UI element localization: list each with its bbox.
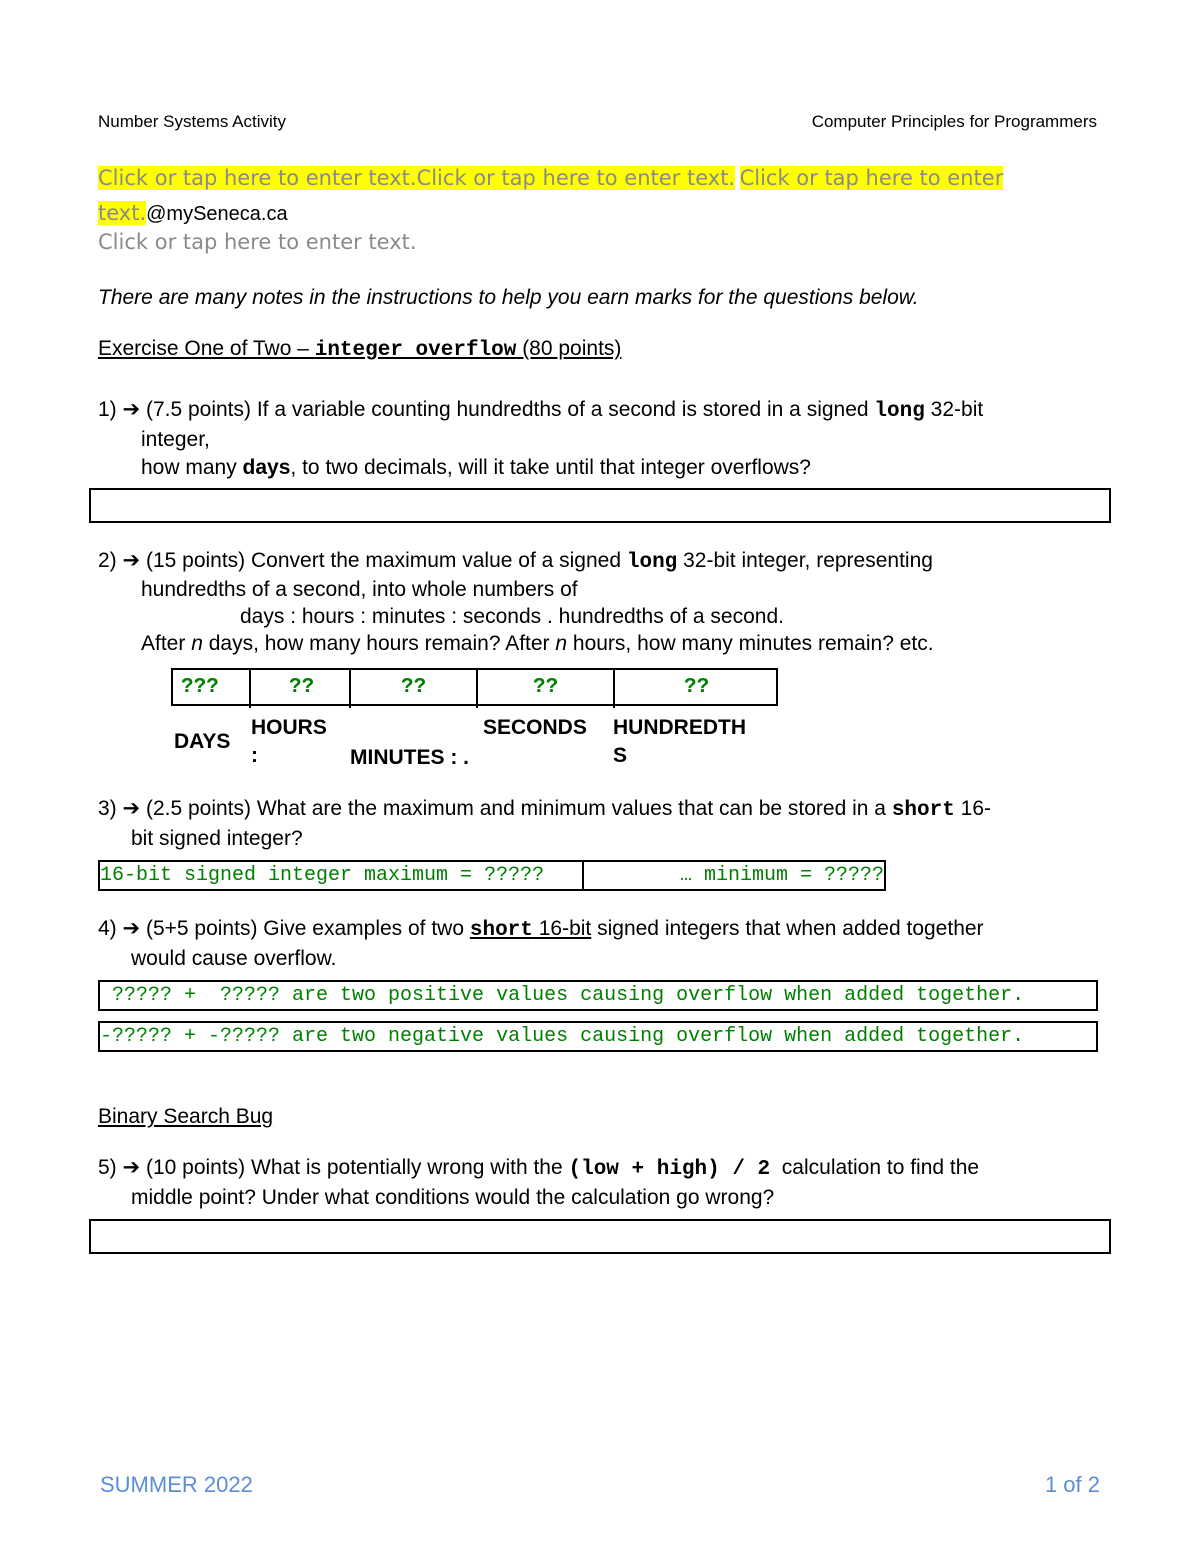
arrow-right-icon: ➔: [122, 398, 141, 421]
hours-label: HOURS :: [251, 716, 327, 767]
q3-answer-row: [98, 860, 886, 891]
q5-answer-box[interactable]: [89, 1219, 1111, 1254]
arrow-right-icon: ➔: [122, 797, 141, 820]
days-label: DAYS: [174, 730, 231, 753]
student-name-line: [98, 162, 1098, 232]
footer-term: SUMMER 2022: [100, 1472, 253, 1497]
intro-note: There are many notes in the instructions to help you earn marks for the questions below.: [98, 286, 919, 309]
question-2: 2) ➔ (15 points) Convert the maximum value of a signed long 32-bit integer, representing hundredths of a second, into whole numbers of days : hours : minutes : seconds . hundredths of a second. After n days, how many hours remain? After n hours, how many minutes remain? etc.: [98, 549, 934, 655]
first-name-field[interactable]: Click or tap here to enter text.: [98, 166, 417, 190]
max-value-field[interactable]: 16-bit signed integer maximum = ?????: [100, 862, 584, 889]
arrow-right-icon: ➔: [122, 917, 141, 940]
username-field-cont[interactable]: text.: [98, 201, 147, 225]
last-name-field[interactable]: Click or tap here to enter text.: [416, 166, 736, 190]
header-left: Number Systems Activity: [98, 112, 286, 131]
username-field[interactable]: Click or tap here to enter: [739, 166, 1004, 190]
negative-overflow-field[interactable]: -????? + -????? are two negative values causing overflow when added together.: [98, 1021, 1098, 1052]
question-4: 4) ➔ (5+5 points) Give examples of two short 16-bit signed integers that when added together would cause overflow.: [98, 917, 984, 970]
positive-overflow-field[interactable]: ????? + ????? are two positive values causing overflow when added together.: [98, 980, 1098, 1011]
seconds-cell[interactable]: ??: [478, 670, 615, 708]
time-breakdown-table: [171, 668, 778, 706]
minutes-label: MINUTES : .: [350, 746, 469, 769]
q1-answer-box[interactable]: [89, 488, 1111, 523]
question-3: 3) ➔ (2.5 points) What are the maximum and minimum values that can be stored in a short 16- bit signed integer?: [98, 797, 992, 850]
seconds-label: SECONDS: [483, 716, 587, 739]
arrow-right-icon: ➔: [122, 549, 141, 572]
hundredths-cell[interactable]: ??: [684, 676, 710, 699]
student-id-field[interactable]: Click or tap here to enter text.: [98, 230, 417, 254]
hundredths-label: HUNDREDTH S: [613, 716, 746, 767]
binary-search-title: Binary Search Bug: [98, 1105, 274, 1128]
min-value-field[interactable]: … minimum = ?????: [679, 864, 884, 887]
email-suffix: @mySeneca.ca: [146, 203, 288, 225]
page-number: 1 of 2: [1044, 1472, 1100, 1497]
exercise-one-title: Exercise One of Two – integer overflow (80 points): [98, 337, 622, 362]
hours-cell[interactable]: ??: [251, 670, 351, 708]
arrow-right-icon: ➔: [122, 1156, 141, 1179]
question-1: 1) ➔ (7.5 points) If a variable counting hundredths of a second is stored in a signed long 32-bit integer, how many days, to two decimals, will it take until that integer overflows?: [98, 398, 984, 479]
header-right: Computer Principles for Programmers: [811, 112, 1097, 131]
minutes-cell[interactable]: ??: [351, 670, 478, 708]
question-5: 5) ➔ (10 points) What is potentially wrong with the (low + high) / 2 calculation to find the middle point? Under what conditions would the calculation go wrong?: [98, 1156, 980, 1209]
days-cell[interactable]: ???: [173, 670, 251, 708]
